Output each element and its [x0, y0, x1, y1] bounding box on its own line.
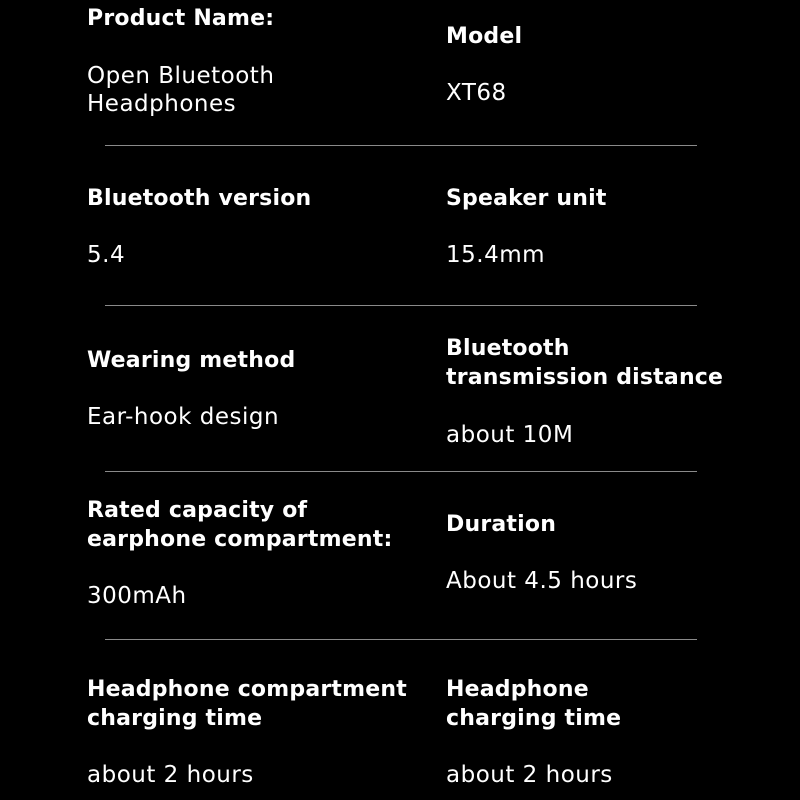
spec-value-headphone-charging-time: about 2 hours [446, 762, 613, 788]
spec-value-compartment-charging-time: about 2 hours [87, 762, 254, 788]
spec-label-speaker-unit: Speaker unit [446, 186, 607, 211]
row-divider [105, 145, 697, 146]
spec-value-wearing-method: Ear-hook design [87, 404, 280, 430]
spec-label-compartment-capacity: Rated capacity of earphone compartment: [87, 498, 393, 552]
row-divider [105, 639, 697, 640]
spec-value-product-name: Open Bluetooth Headphones [87, 63, 275, 117]
spec-label-duration: Duration [446, 512, 557, 537]
row-divider [105, 305, 697, 306]
spec-label-wearing-method: Wearing method [87, 348, 296, 373]
spec-label-transmission-distance: Bluetooth transmission distance [446, 336, 724, 390]
spec-value-compartment-capacity: 300mAh [87, 583, 187, 609]
spec-label-product-name: Product Name: [87, 6, 275, 31]
row-divider [105, 471, 697, 472]
spec-label-headphone-charging-time: Headphone charging time [446, 677, 622, 731]
spec-label-bluetooth-version: Bluetooth version [87, 186, 312, 211]
spec-value-bluetooth-version: 5.4 [87, 242, 126, 268]
spec-value-speaker-unit: 15.4mm [446, 242, 546, 268]
spec-label-model: Model [446, 24, 523, 49]
spec-value-model: XT68 [446, 80, 507, 106]
spec-label-compartment-charging-time: Headphone compartment charging time [87, 677, 407, 731]
spec-value-transmission-distance: about 10M [446, 422, 574, 448]
spec-value-duration: About 4.5 hours [446, 568, 638, 594]
